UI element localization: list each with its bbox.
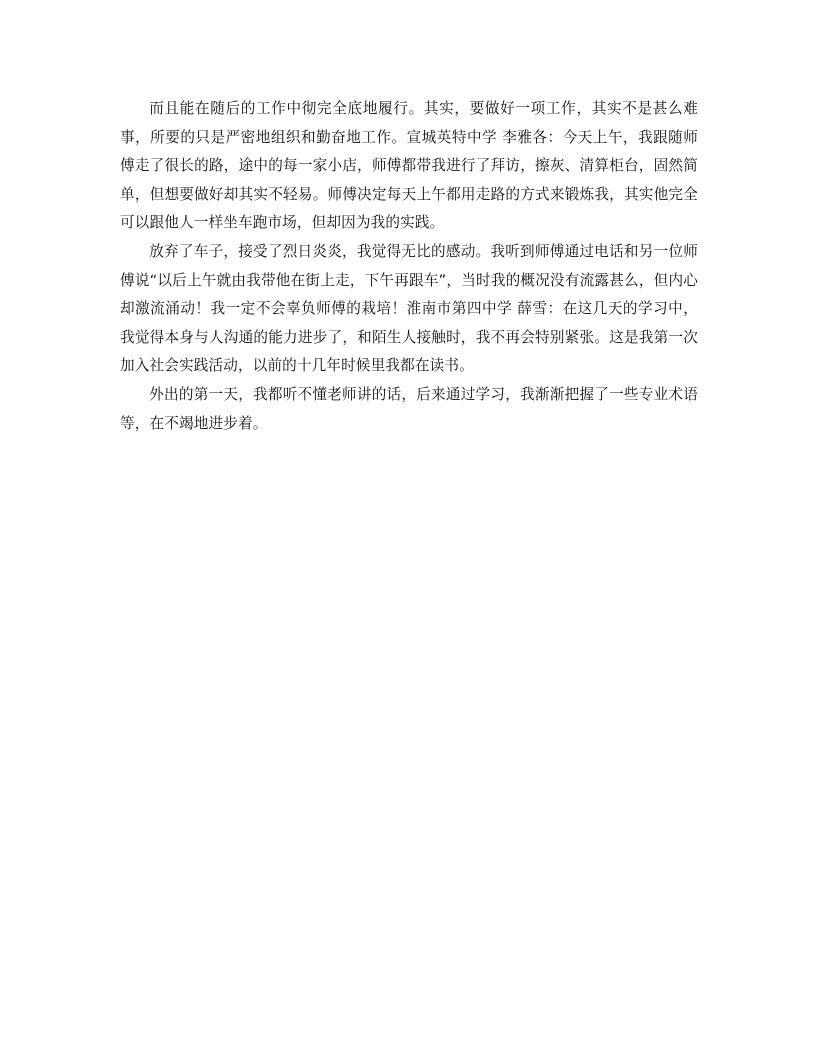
document-page bbox=[120, 95, 698, 438]
paragraph-1: 而且能在随后的工作中彻完全底地履行。其实，要做好一项工作，其实不是甚么难事，所要的只是严密地组织和勤奋地工作。宣城英特中学 李雅各：今天上午，我跟随师傅走了很长的路，途中的每一家小店，师傅都带我进行了拜访，擦灰、清算柜台，固然简单，但想要做好却其实不轻易。师傅决定每天上午都用走路的方式来锻炼我，其实他完全可以跟他人一样坐车跑市场，但却因为我的实践。 bbox=[120, 100, 698, 232]
paragraph-2: 放弃了车子，接受了烈日炎炎，我觉得无比的感动。我听到师傅通过电话和另一位师傅说“以后上午就由我带他在街上走，下午再跟车”，当时我的概况没有流露甚么，但内心却激流涌动！我一定不会辜负师傅的栽培！淮南市第四中学 薛雪：在这几天的学习中，我觉得本身与人沟通的能力进步了，和陌生人接触时，我不再会特别紧张。这是我第一次加入社会实践活动，以前的十几年时候里我都在读书。 bbox=[120, 242, 698, 375]
paragraph-3: 外出的第一天，我都听不懂老师讲的话，后来通过学习，我渐渐把握了一些专业术语等，在不竭地进步着。 bbox=[120, 385, 698, 432]
